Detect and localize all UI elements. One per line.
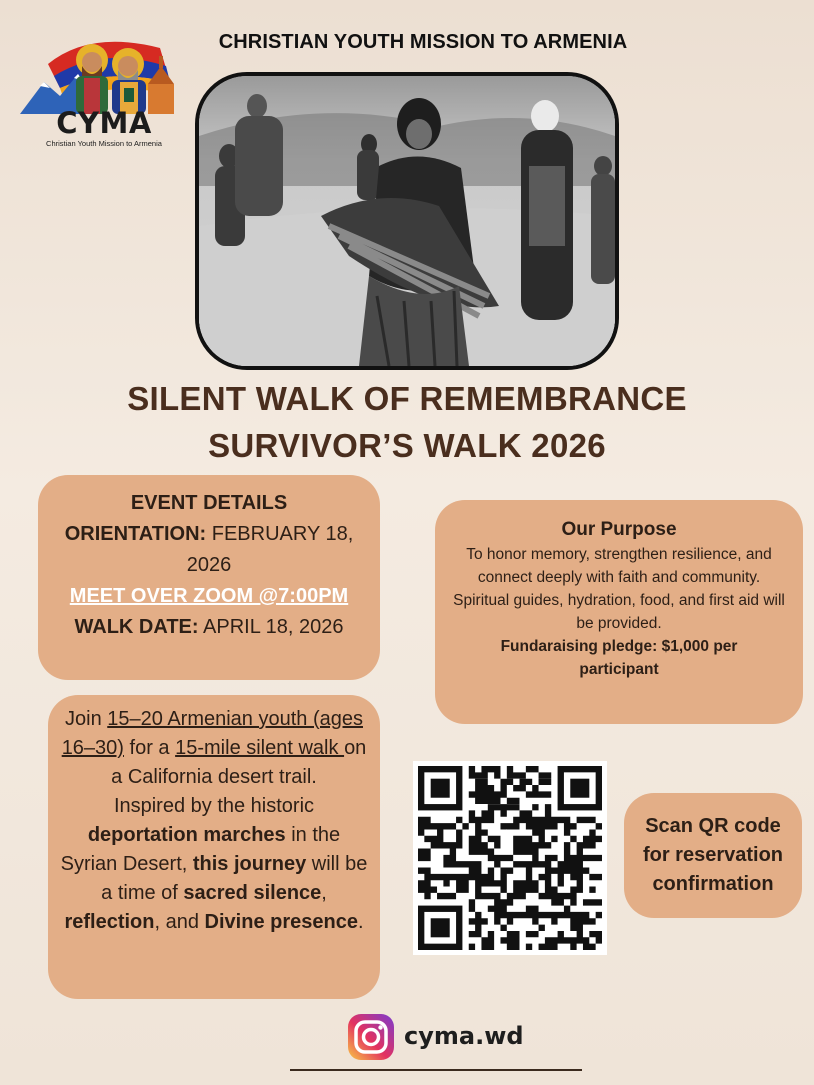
join-description — [60, 705, 368, 792]
silence-highlight: sacred silence — [183, 882, 322, 904]
headline-line-2: SURVIVOR’S WALK 2026 — [208, 427, 606, 464]
saints-icon — [20, 26, 188, 116]
purpose-body-1: To honor memory, strengthen resilience, and connect deeply with faith and community. — [466, 546, 772, 586]
scan-qr-text: Scan QR code for reservation confirmation — [642, 815, 784, 895]
fundraising-pledge: Fundaraising pledge: $1,000 per participant — [500, 638, 738, 678]
walk-date-line — [38, 612, 380, 643]
join-text: will be a time of — [101, 853, 368, 904]
deportation-photo-icon — [199, 76, 615, 366]
headline-line-1: SILENT WALK OF REMEMBRANCE — [127, 380, 687, 417]
journey-highlight: this journey — [192, 853, 307, 875]
org-title: CHRISTIAN YOUTH MISSION TO ARMENIA — [218, 31, 628, 53]
join-text: , and — [154, 911, 205, 933]
divine-highlight: Divine presence — [204, 911, 358, 933]
event-details-card — [38, 475, 380, 680]
qr-code-icon — [413, 761, 607, 955]
join-text: , — [321, 882, 327, 904]
logo-subtitle: Christian Youth Mission to Armenia — [46, 139, 162, 148]
join-text: on a California desert trail. — [111, 737, 367, 788]
walk-date-value: APRIL 18, 2026 — [203, 616, 344, 638]
reflection-highlight: reflection — [64, 911, 155, 933]
inspiration-description — [60, 792, 368, 937]
purpose-card — [435, 500, 803, 724]
instagram-handle[interactable]: cyma.wd — [404, 1022, 524, 1050]
join-text: Inspired by the historic — [113, 795, 315, 817]
join-text: Join — [65, 708, 108, 730]
logo — [20, 26, 188, 150]
event-details-title: EVENT DETAILS — [130, 492, 288, 514]
logo-name: CYMA — [56, 106, 152, 140]
bottom-divider — [290, 1069, 582, 1071]
orientation-year: 2026 — [186, 554, 232, 576]
marches-highlight: deportation marches — [87, 824, 286, 846]
orientation-value: FEBRUARY 18, — [211, 523, 354, 545]
orientation-line — [38, 519, 380, 550]
orientation-label: ORIENTATION: — [64, 523, 207, 545]
join-text: for a — [123, 737, 176, 759]
zoom-link[interactable]: MEET OVER ZOOM @7:00PM — [69, 585, 349, 607]
join-text: . — [357, 911, 364, 933]
purpose-title: Our Purpose — [561, 519, 677, 540]
join-text: in the Syrian Desert, — [60, 824, 341, 875]
purpose-body-2: Spiritual guides, hydration, food, and first aid will be provided. — [453, 592, 785, 632]
instagram-icon[interactable] — [346, 1012, 396, 1062]
walk-highlight: 15-mile silent walk — [175, 737, 345, 759]
scan-qr-card — [624, 793, 802, 918]
join-card — [48, 695, 380, 999]
qr-code[interactable] — [413, 761, 607, 955]
youth-highlight: 15–20 Armenian youth (ages 16–30) — [61, 708, 363, 759]
historic-photo — [195, 72, 619, 370]
walk-date-label: WALK DATE: — [74, 616, 199, 638]
